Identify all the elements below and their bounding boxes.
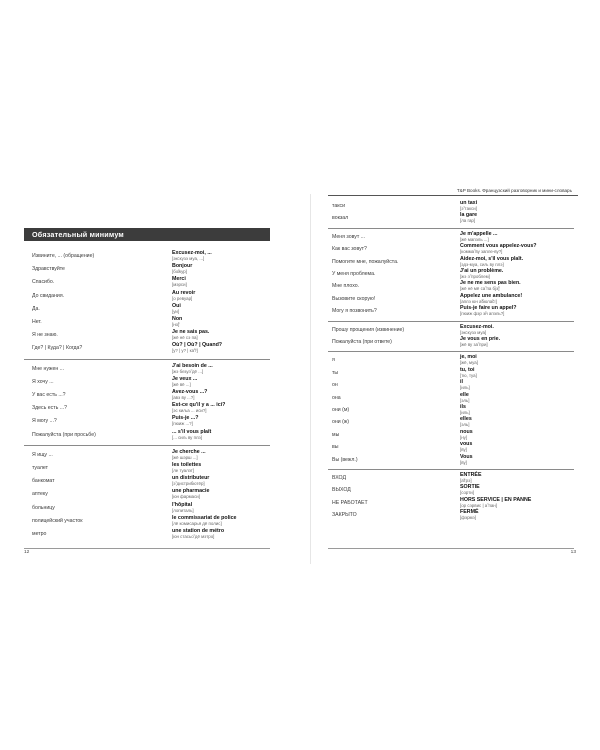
russian-phrase: Помогите мне, пожалуйста. bbox=[332, 258, 399, 265]
french-phrase: Au revoir bbox=[172, 289, 196, 296]
transcription: [ла гар] bbox=[460, 218, 476, 224]
russian-phrase: они (м) bbox=[332, 407, 350, 413]
russian-phrase: Нет. bbox=[32, 319, 42, 325]
french-phrase: Vous bbox=[460, 453, 473, 460]
transcription: [жё шэрш ...] bbox=[172, 454, 198, 460]
transcription: [ву] bbox=[460, 459, 467, 465]
french-phrase: Je cherche ... bbox=[172, 448, 206, 455]
russian-phrase: Мне плохо. bbox=[332, 283, 360, 290]
transcription: [о ревуар] bbox=[172, 295, 193, 301]
french-phrase: Merci bbox=[172, 276, 186, 283]
group-divider bbox=[328, 469, 574, 470]
russian-phrase: Где? | Куда? | Когда? bbox=[32, 345, 83, 352]
french-phrase: Je m'appelle ... bbox=[460, 230, 498, 237]
french-phrase: J'ai besoin de ... bbox=[172, 362, 213, 369]
transcription: [мэрси] bbox=[172, 282, 187, 288]
russian-phrase: она bbox=[332, 394, 341, 401]
transcription: [э̃ дистрибютёр] bbox=[172, 481, 205, 487]
transcription: [жё вё ...] bbox=[172, 381, 191, 387]
french-phrase: une station de métro bbox=[172, 528, 225, 534]
russian-phrase: Я хочу ... bbox=[32, 378, 54, 385]
french-phrase: je, moi bbox=[460, 354, 477, 361]
french-phrase: la gare bbox=[460, 212, 478, 219]
french-phrase: Je vous en prie. bbox=[460, 336, 501, 342]
transcription: [жё ву за̃ при] bbox=[460, 342, 488, 347]
french-phrase: une pharmacie bbox=[172, 488, 210, 495]
group-divider bbox=[328, 351, 574, 352]
russian-phrase: У вас есть ...? bbox=[32, 392, 66, 398]
russian-phrase: Как вас зовут? bbox=[332, 246, 367, 253]
transcription: [но̃] bbox=[172, 322, 180, 327]
russian-phrase: они (ж) bbox=[332, 419, 350, 426]
page-gutter bbox=[310, 194, 311, 564]
french-phrase: Non bbox=[172, 316, 183, 322]
transcription: [ну] bbox=[460, 434, 468, 440]
transcription: [экскузэ муа] bbox=[460, 329, 487, 335]
french-phrase: FERMÉ bbox=[460, 509, 479, 516]
french-phrase: Je ne me sens pas bien. bbox=[460, 280, 521, 287]
russian-phrase: он bbox=[332, 382, 338, 389]
transcription: [эль] bbox=[460, 422, 470, 428]
russian-phrase: У меня проблема. bbox=[332, 271, 376, 277]
group-divider bbox=[24, 445, 270, 446]
french-phrase: Excusez-moi, ... bbox=[172, 250, 212, 256]
transcription: [авэ ву ...?] bbox=[172, 395, 195, 400]
french-phrase: Puis-je faire un appel? bbox=[460, 305, 517, 312]
french-phrase: il bbox=[460, 379, 463, 386]
french-phrase: nous bbox=[460, 428, 473, 435]
right-page bbox=[328, 188, 578, 572]
header-rule bbox=[328, 195, 578, 196]
french-phrase: Aidez-moi, s'il vous plaît. bbox=[460, 255, 524, 262]
russian-phrase: мы bbox=[332, 431, 340, 438]
french-phrase: Est-ce qu'il y a ... ici? bbox=[172, 402, 226, 409]
french-phrase: elle bbox=[460, 391, 469, 398]
french-phrase: Appelez une ambulance! bbox=[460, 292, 523, 299]
transcription: [... сиљ ву плэ] bbox=[172, 434, 202, 440]
transcription: [пюиж фэр э̃н апэль?] bbox=[460, 311, 505, 317]
russian-phrase: Вы (вежл.) bbox=[332, 456, 358, 463]
transcription: [у? | у? | ка̃?] bbox=[172, 348, 198, 354]
transcription: [бо̃жур] bbox=[172, 269, 187, 275]
french-phrase: les toilettes bbox=[172, 462, 202, 468]
page-number: 13 bbox=[570, 550, 576, 555]
transcription: [экскузэ муа, ...] bbox=[172, 256, 205, 261]
french-phrase: SORTIE bbox=[460, 484, 480, 491]
french-phrase: Bonjour bbox=[172, 263, 193, 270]
russian-phrase: Пожалуйста (при просьбе) bbox=[32, 431, 96, 438]
transcription: [жё нё сэ па] bbox=[172, 335, 198, 341]
french-phrase: Je ne sais pas. bbox=[172, 329, 210, 336]
group-divider bbox=[328, 321, 574, 322]
section-title-bar bbox=[24, 228, 270, 241]
footer-rule bbox=[328, 548, 574, 549]
transcription: [уи] bbox=[172, 308, 180, 314]
transcription: [фэрмэ] bbox=[460, 515, 476, 521]
russian-phrase: Спасибо. bbox=[32, 279, 55, 286]
french-phrase: elles bbox=[460, 416, 472, 423]
footer-rule bbox=[24, 548, 270, 549]
transcription: [а̃трэ] bbox=[460, 478, 472, 483]
russian-phrase: банкомат bbox=[32, 478, 55, 485]
russian-phrase: вы bbox=[332, 444, 339, 451]
russian-phrase: я bbox=[332, 357, 335, 364]
section-title: Обязательный минимум bbox=[32, 230, 124, 239]
french-phrase: Je veux ... bbox=[172, 375, 198, 382]
transcription: [комма̃ ву запле-ву?] bbox=[460, 249, 503, 255]
transcription: [аплэ юн а̃бюла̃с!] bbox=[460, 298, 497, 304]
transcription: [жё, муа] bbox=[460, 360, 478, 366]
french-phrase: Où? | Où? | Quand? bbox=[172, 342, 223, 349]
transcription: [тю, туа] bbox=[460, 372, 477, 378]
transcription: [ле туалэт] bbox=[172, 468, 195, 473]
russian-phrase: Могу я позвонить? bbox=[332, 308, 377, 315]
russian-phrase: Да. bbox=[32, 305, 40, 312]
russian-phrase: ты bbox=[332, 369, 339, 376]
russian-phrase: Я не знаю. bbox=[32, 332, 58, 339]
french-phrase: HORS SERVICE | EN PANNE bbox=[460, 496, 532, 503]
russian-phrase: НЕ РАБОТАЕТ bbox=[332, 499, 368, 506]
transcription: [иль] bbox=[460, 410, 470, 415]
transcription: [лё комисарья дё полис] bbox=[172, 520, 222, 526]
left-page bbox=[24, 188, 274, 572]
transcription: [жэ э̃ проблем] bbox=[460, 274, 490, 279]
russian-phrase: Прошу прощения (извинение) bbox=[332, 326, 405, 333]
russian-phrase: Пожалуйста (при ответе) bbox=[332, 339, 392, 345]
russian-phrase: туалет bbox=[32, 465, 48, 471]
book-spread bbox=[22, 188, 578, 572]
french-phrase: J'ai un problème. bbox=[460, 268, 504, 274]
transcription: [ву] bbox=[460, 447, 467, 453]
french-phrase: le commissariat de police bbox=[172, 514, 237, 521]
transcription: [жё нё мё са̃ па бјэ̃] bbox=[460, 286, 500, 292]
russian-phrase: Я ищу ... bbox=[32, 451, 53, 458]
transcription: [лопиталь] bbox=[172, 507, 194, 513]
transcription: [пюиж ...?] bbox=[172, 421, 193, 427]
russian-phrase: Извините, ... (обращение) bbox=[32, 253, 95, 259]
russian-phrase: ВХОД bbox=[332, 475, 346, 481]
french-phrase: ils bbox=[460, 404, 466, 410]
french-phrase: tu, toi bbox=[460, 366, 475, 373]
russian-phrase: Меня зовут ... bbox=[332, 233, 365, 240]
transcription: [сорти] bbox=[460, 490, 474, 496]
group-divider bbox=[328, 228, 574, 229]
russian-phrase: метро bbox=[32, 531, 47, 537]
russian-phrase: Мне нужен ... bbox=[32, 365, 65, 372]
russian-phrase: больницу bbox=[32, 504, 55, 511]
transcription: [эль] bbox=[460, 397, 470, 403]
group-divider bbox=[24, 359, 270, 360]
french-phrase: Puis-je ...? bbox=[172, 415, 199, 422]
french-phrase: ... s'il vous plaît bbox=[172, 428, 212, 435]
page-number: 12 bbox=[24, 550, 30, 555]
transcription: [юн фармаси] bbox=[172, 494, 200, 500]
transcription: [э̃ такси] bbox=[460, 206, 477, 211]
french-phrase: ENTRÉE bbox=[460, 472, 482, 478]
french-phrase: l'hôpital bbox=[172, 501, 193, 508]
transcription: [жё мапэль ...] bbox=[460, 236, 489, 242]
french-phrase: Oui bbox=[172, 302, 181, 309]
french-phrase: un distributeur bbox=[172, 475, 210, 482]
running-head: T&P Books. Французский разговорник и мини-словарь bbox=[456, 188, 572, 193]
russian-phrase: вокзал bbox=[332, 215, 349, 222]
russian-phrase: Я могу ...? bbox=[32, 418, 57, 425]
russian-phrase: Вызовите скорую! bbox=[332, 295, 376, 302]
french-phrase: Comment vous appelez-vous? bbox=[460, 243, 537, 250]
transcription: [иль] bbox=[460, 385, 470, 391]
russian-phrase: ВЫХОД bbox=[332, 487, 351, 494]
transcription: [ор сэрвис | а̃ пан] bbox=[460, 502, 497, 508]
russian-phrase: Здесь есть ...? bbox=[32, 405, 67, 412]
transcription: [юн стасьо̃ дё мэтро] bbox=[172, 534, 215, 539]
french-phrase: Avez-vous ...? bbox=[172, 389, 208, 395]
russian-phrase: До свидания. bbox=[32, 292, 65, 299]
transcription: [эдэ-муа, сиљ ву плэ] bbox=[460, 261, 504, 267]
transcription: [жэ безуэ̃ дё ...] bbox=[172, 368, 204, 374]
transcription: [эс киља ... иси?] bbox=[172, 408, 207, 414]
russian-phrase: аптеку bbox=[32, 491, 48, 498]
russian-phrase: полицейский участок bbox=[32, 517, 83, 524]
russian-phrase: Здравствуйте bbox=[32, 266, 65, 273]
french-phrase: vous bbox=[460, 441, 473, 448]
russian-phrase: такси bbox=[332, 203, 346, 209]
french-phrase: Excusez-moi. bbox=[460, 323, 494, 330]
french-phrase: un taxi bbox=[460, 200, 478, 206]
russian-phrase: ЗАКРЫТО bbox=[332, 512, 357, 519]
